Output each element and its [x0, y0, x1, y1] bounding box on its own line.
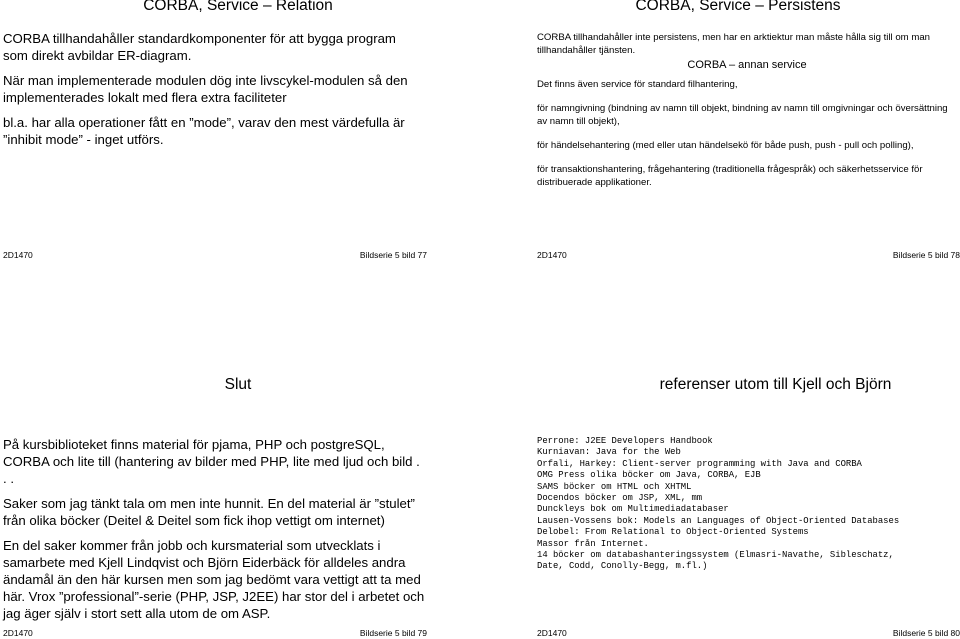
slide-number: Bildserie 5 bild 78	[892, 250, 960, 260]
slide-footer	[0, 249, 480, 261]
paragraph: Det finns även service för standard filhantering,	[537, 79, 738, 90]
slide-footer	[0, 627, 480, 639]
reference-item: Delobel: From Relational to Object-Oriented Systems	[537, 527, 809, 538]
slide-80	[480, 330, 960, 639]
reference-item: OMG Press olika böcker om Java, CORBA, EJB	[537, 470, 761, 481]
slide-77	[0, 0, 480, 262]
slide-footer	[480, 627, 960, 639]
paragraph: för namngivning (bindning av namn till objekt, bindning av namn till omgivningar och översättning av namn till objekt),	[537, 103, 948, 127]
course-code: 2D1470	[3, 628, 33, 638]
paragraph: Saker som jag tänkt tala om men inte hunnit. En del material är ”stulet” från olika böcker (Deitel & Deitel som fick ihop vettigt om internet)	[3, 496, 415, 528]
slide-number: Bildserie 5 bild 77	[359, 250, 427, 260]
paragraph: CORBA tillhandahåller standardkomponenter för att bygga program som direkt avbildar ER-diagram.	[3, 31, 396, 63]
section-subtitle: CORBA – annan service	[687, 59, 807, 71]
reference-item: Massor från Internet.	[537, 538, 649, 549]
slide-number: Bildserie 5 bild 80	[892, 628, 960, 638]
paragraph: bl.a. har alla operationer fått en ”mode”, varav den mest värdefulla är ”inhibit mode” - inget utförs.	[3, 115, 405, 147]
reference-item: Dunckleys bok om Multimediadatabaser	[537, 504, 729, 515]
course-code: 2D1470	[537, 250, 567, 260]
slide-body	[537, 31, 957, 189]
paragraph: En del saker kommer från jobb och kursmaterial som utvecklats i samarbete med Kjell Lindqvist och Björn Eiderbäck för alldeles andra ändamål än den här kursen men som jag bedömt vara vettigt att ta med här. Vrox ”professional”-serie (PHP, JSP, J2EE) har stor del i arbetet och jag äger själv i stort sett alla utom de om ASP.	[3, 538, 425, 621]
reference-item: Perrone: J2EE Developers Handbook	[537, 436, 713, 446]
slide-footer	[480, 249, 960, 261]
reference-item: Kurniavan: Java for the Web	[537, 447, 681, 458]
reference-list	[537, 436, 957, 573]
slide-title: referenser utom till Kjell och Björn	[659, 376, 892, 393]
reference-item: Lausen-Vossens bok: Models an Languages of Object-Oriented Databases	[537, 515, 900, 526]
paragraph: På kursbiblioteket finns material för pjama, PHP och postgreSQL, CORBA och lite till (hantering av bilder med PHP, lite med ljud och bild . . .	[3, 437, 420, 486]
reference-item: Orfali, Harkey: Client-server programming with Java and CORBA	[537, 458, 862, 469]
paragraph: för transaktionshantering, frågehantering (traditionella frågespråk) och säkerhetsservice för distribuerade applikationer.	[537, 164, 923, 188]
slide-79	[0, 330, 480, 639]
slide-number: Bildserie 5 bild 79	[359, 628, 427, 638]
paragraph: När man implementerade modulen dög inte livscykel-modulen så den implementerades lokalt med flera extra faciliteter	[3, 73, 408, 105]
course-code: 2D1470	[537, 628, 567, 638]
slide-title: CORBA, Service – Persistens	[635, 0, 841, 14]
slide-body	[3, 30, 423, 148]
slide-body	[3, 436, 425, 622]
reference-item: Docendos böcker om JSP, XML, mm	[537, 493, 703, 504]
paragraph: CORBA tillhandahåller inte persistens, men har en arktiektur man måste hålla sig till om man tillhandahåller tjänsten.	[537, 32, 930, 56]
slide-78	[480, 0, 960, 262]
reference-item: SAMS böcker om HTML och XHTML	[537, 481, 692, 492]
paragraph: för händelsehantering (med eller utan händelsekö för både push, push - pull och polling),	[537, 140, 914, 151]
reference-item: Date, Codd, Conolly-Begg, m.fl.)	[537, 561, 708, 572]
reference-item: 14 böcker om databashanteringssystem (Elmasri-Navathe, Sibleschatz,	[537, 550, 894, 561]
slide-title: Slut	[224, 376, 252, 393]
course-code: 2D1470	[3, 250, 33, 260]
slide-title: CORBA, Service – Relation	[143, 0, 333, 14]
